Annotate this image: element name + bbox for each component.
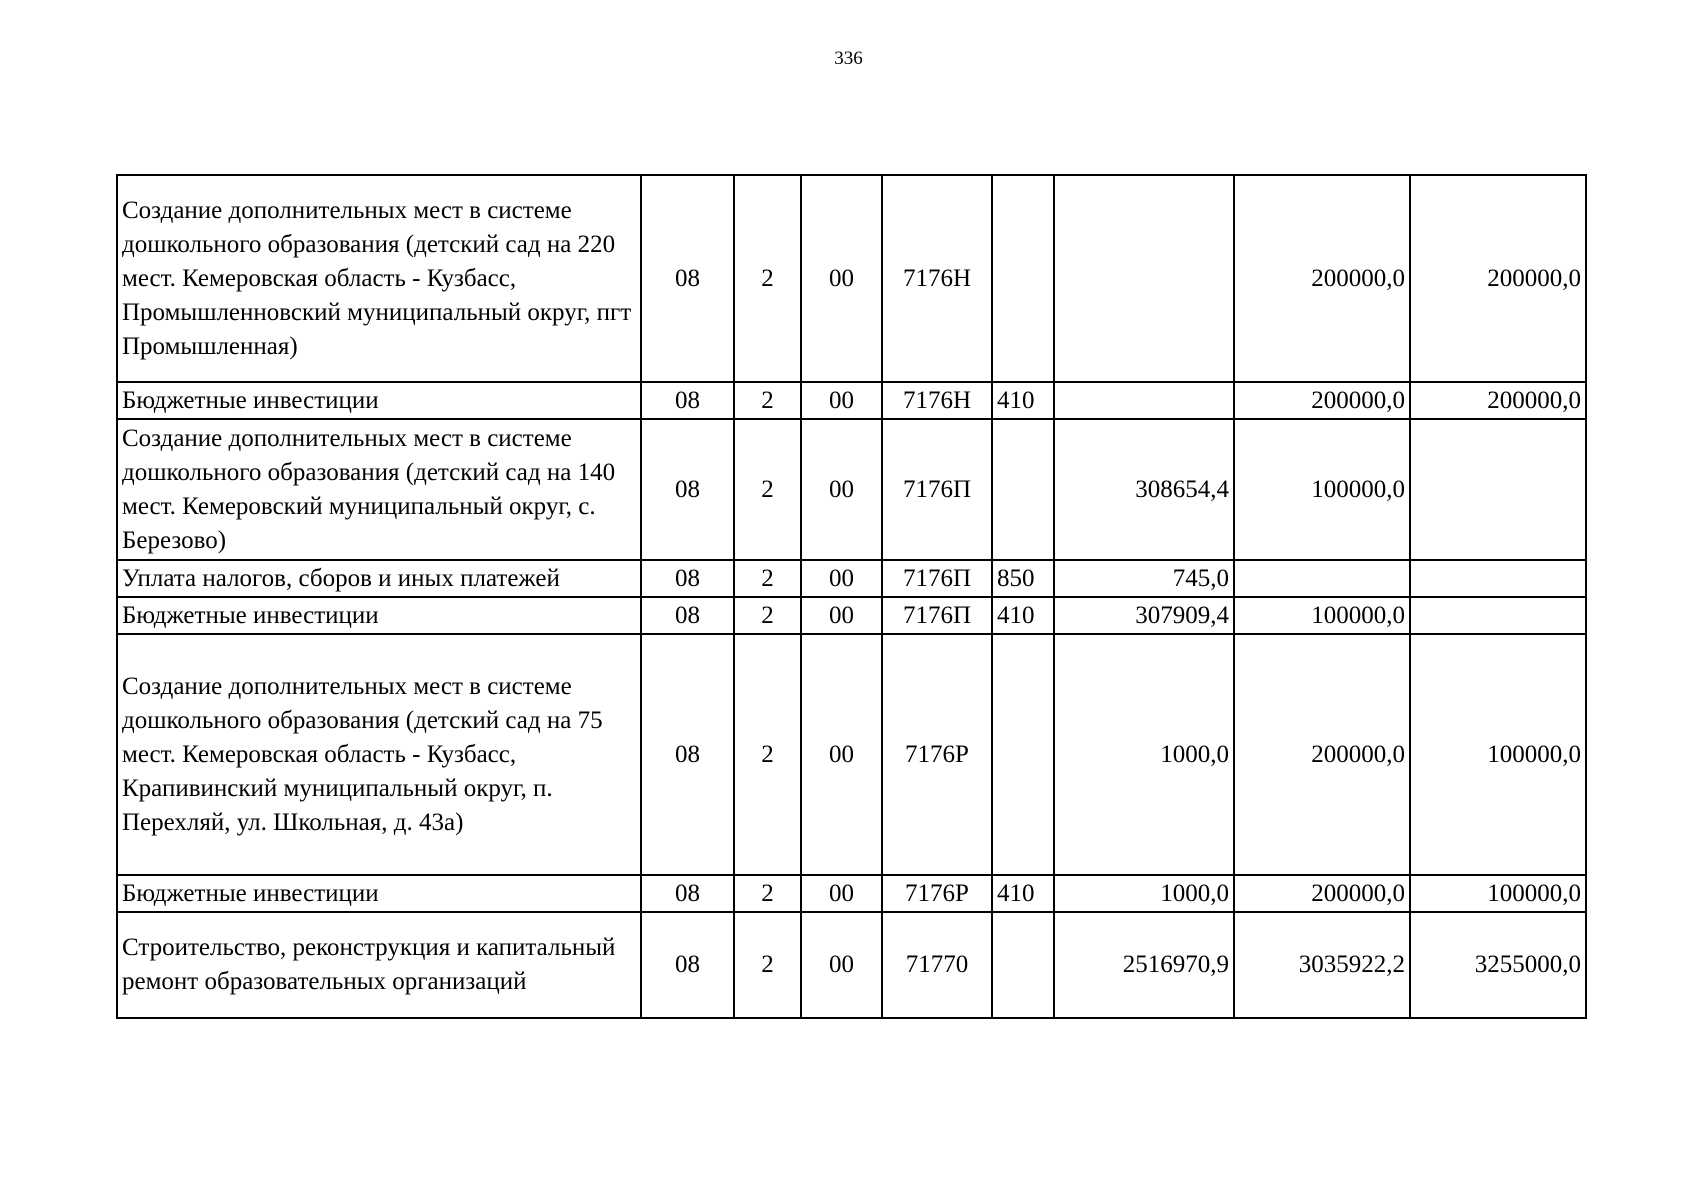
amount-3-cell: 3255000,0 <box>1410 912 1586 1018</box>
amount-2-cell: 100000,0 <box>1234 419 1410 560</box>
program-code-cell: 00 <box>801 175 882 382</box>
budget-table <box>116 174 1587 1019</box>
table-row <box>117 419 1586 560</box>
amount-2-cell <box>1234 560 1410 597</box>
table-row <box>117 597 1586 634</box>
amount-3-cell: 200000,0 <box>1410 382 1586 419</box>
amount-2-cell: 200000,0 <box>1234 175 1410 382</box>
amount-2-cell: 100000,0 <box>1234 597 1410 634</box>
amount-3-cell <box>1410 419 1586 560</box>
amount-1-cell <box>1054 175 1234 382</box>
amount-1-cell: 308654,4 <box>1054 419 1234 560</box>
amount-1-cell: 1000,0 <box>1054 875 1234 912</box>
name-cell: Строительство, реконструкция и капитальный ремонт образовательных организаций <box>117 912 641 1018</box>
subsection-code-cell: 2 <box>734 419 801 560</box>
program-code-cell: 00 <box>801 419 882 560</box>
amount-1-cell: 745,0 <box>1054 560 1234 597</box>
target-code-cell: 7176П <box>882 560 992 597</box>
section-code-cell: 08 <box>641 419 734 560</box>
table-row <box>117 912 1586 1018</box>
amount-2-cell: 200000,0 <box>1234 634 1410 875</box>
target-code-cell: 7176Р <box>882 875 992 912</box>
expense-type-cell <box>992 634 1054 875</box>
target-code-cell: 7176П <box>882 597 992 634</box>
target-code-cell: 7176Р <box>882 634 992 875</box>
table-row <box>117 175 1586 382</box>
amount-3-cell: 100000,0 <box>1410 634 1586 875</box>
amount-3-cell <box>1410 597 1586 634</box>
amount-2-cell: 200000,0 <box>1234 382 1410 419</box>
program-code-cell: 00 <box>801 597 882 634</box>
table-row <box>117 560 1586 597</box>
name-cell: Создание дополнительных мест в системе дошкольного образования (детский сад на 75 мест. Кемеровская область - Кузбасс, Крапивинский муниципальный округ, п. Перехляй, ул. Школьная, д. 43а) <box>117 634 641 875</box>
target-code-cell: 7176Н <box>882 382 992 419</box>
table-row <box>117 634 1586 875</box>
name-cell: Создание дополнительных мест в системе дошкольного образования (детский сад на 220 мест. Кемеровская область - Кузбасс, Промышленновский муниципальный округ, пгт Промышленная) <box>117 175 641 382</box>
name-cell: Бюджетные инвестиции <box>117 382 641 419</box>
name-cell: Уплата налогов, сборов и иных платежей <box>117 560 641 597</box>
program-code-cell: 00 <box>801 634 882 875</box>
amount-3-cell: 100000,0 <box>1410 875 1586 912</box>
table-row <box>117 382 1586 419</box>
section-code-cell: 08 <box>641 597 734 634</box>
program-code-cell: 00 <box>801 560 882 597</box>
target-code-cell: 71770 <box>882 912 992 1018</box>
amount-3-cell: 200000,0 <box>1410 175 1586 382</box>
subsection-code-cell: 2 <box>734 875 801 912</box>
subsection-code-cell: 2 <box>734 912 801 1018</box>
amount-1-cell: 2516970,9 <box>1054 912 1234 1018</box>
expense-type-cell <box>992 419 1054 560</box>
expense-type-cell <box>992 912 1054 1018</box>
amount-2-cell: 200000,0 <box>1234 875 1410 912</box>
section-code-cell: 08 <box>641 634 734 875</box>
subsection-code-cell: 2 <box>734 634 801 875</box>
name-cell: Бюджетные инвестиции <box>117 597 641 634</box>
expense-type-cell: 410 <box>992 875 1054 912</box>
section-code-cell: 08 <box>641 912 734 1018</box>
amount-2-cell: 3035922,2 <box>1234 912 1410 1018</box>
name-cell: Создание дополнительных мест в системе дошкольного образования (детский сад на 140 мест. Кемеровский муниципальный округ, с. Березово) <box>117 419 641 560</box>
amount-1-cell: 307909,4 <box>1054 597 1234 634</box>
expense-type-cell <box>992 175 1054 382</box>
budget-table-body <box>117 175 1586 1018</box>
section-code-cell: 08 <box>641 560 734 597</box>
section-code-cell: 08 <box>641 875 734 912</box>
subsection-code-cell: 2 <box>734 382 801 419</box>
program-code-cell: 00 <box>801 382 882 419</box>
name-cell: Бюджетные инвестиции <box>117 875 641 912</box>
subsection-code-cell: 2 <box>734 175 801 382</box>
amount-1-cell <box>1054 382 1234 419</box>
target-code-cell: 7176Н <box>882 175 992 382</box>
page-number: 336 <box>834 48 863 69</box>
section-code-cell: 08 <box>641 382 734 419</box>
expense-type-cell: 410 <box>992 597 1054 634</box>
section-code-cell: 08 <box>641 175 734 382</box>
amount-1-cell: 1000,0 <box>1054 634 1234 875</box>
expense-type-cell: 410 <box>992 382 1054 419</box>
expense-type-cell: 850 <box>992 560 1054 597</box>
subsection-code-cell: 2 <box>734 560 801 597</box>
amount-3-cell <box>1410 560 1586 597</box>
subsection-code-cell: 2 <box>734 597 801 634</box>
target-code-cell: 7176П <box>882 419 992 560</box>
table-row <box>117 875 1586 912</box>
program-code-cell: 00 <box>801 912 882 1018</box>
program-code-cell: 00 <box>801 875 882 912</box>
